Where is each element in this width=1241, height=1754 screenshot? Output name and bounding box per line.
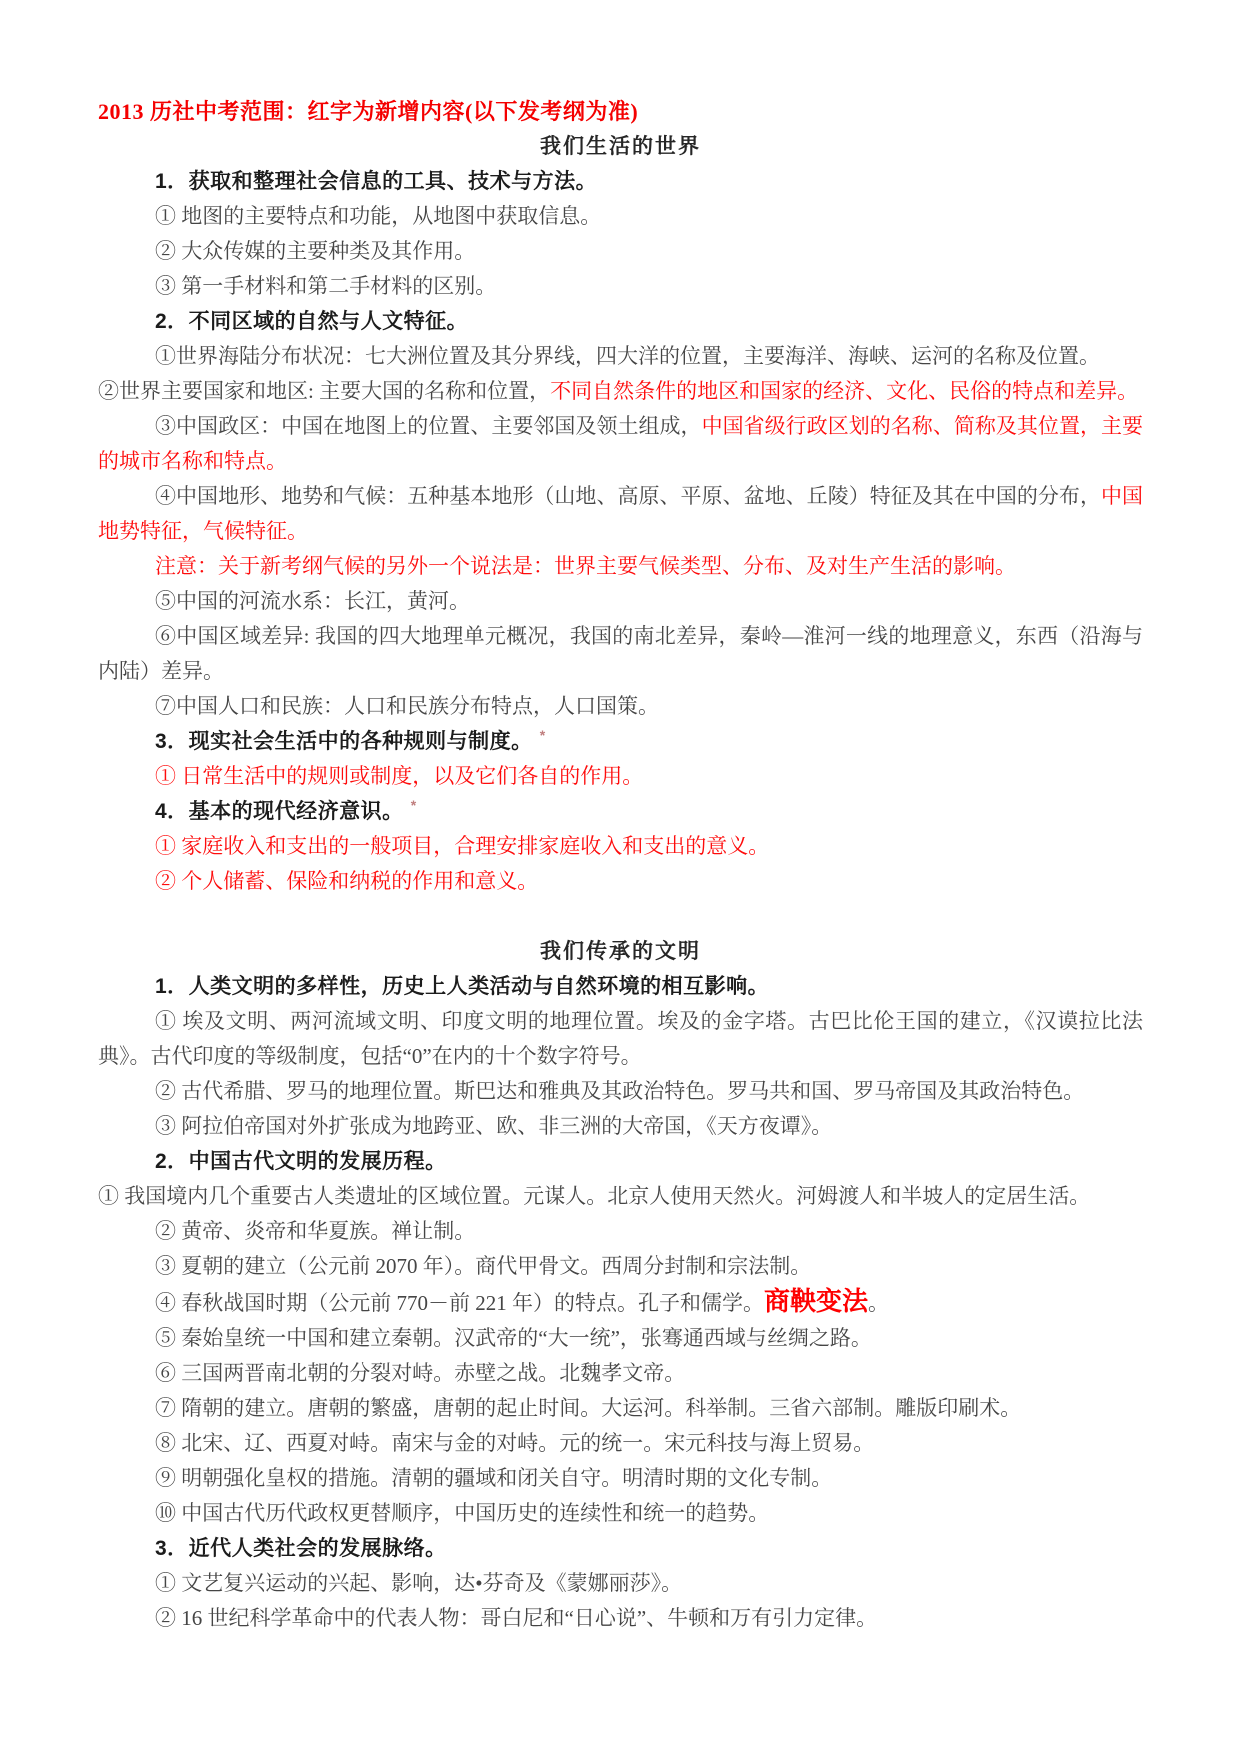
text-segment: ③ 夏朝的建立（公元前 2070 年）。商代甲骨文。西周分封制和宗法制。 xyxy=(155,1254,812,1278)
text-segment: 4．基本的现代经济意识。 xyxy=(155,800,404,823)
text-segment: ⑥ 三国两晋南北朝的分裂对峙。赤壁之战。北魏孝文帝。 xyxy=(155,1361,686,1385)
list-item xyxy=(98,1074,1143,1109)
section xyxy=(98,129,1143,899)
text-segment: ④中国地形、地势和气候：五种基本地形（山地、高原、平原、盆地、丘陵）特征及其在中国的分布， xyxy=(155,484,1101,508)
text-segment: ⑨ 明朝强化皇权的措施。清朝的疆域和闭关自守。明清时期的文化专制。 xyxy=(155,1466,833,1490)
list-item xyxy=(98,1426,1143,1461)
list-item xyxy=(98,584,1143,619)
section-heading: 我们生活的世界 xyxy=(540,134,701,158)
list-item xyxy=(98,1321,1143,1356)
list-item xyxy=(98,619,1143,689)
text-segment: ⑧ 北宋、辽、西夏对峙。南宋与金的对峙。元的统一。宋元科技与海上贸易。 xyxy=(155,1431,875,1455)
list-item xyxy=(98,864,1143,899)
text-segment: 2．不同区域的自然与人文特征。 xyxy=(155,310,469,333)
new-content-text: 不同自然条件的地区和国家的经济、文化、民俗的特点和差异。 xyxy=(550,379,1139,403)
text-segment: ② 16 世纪科学革命中的代表人物：哥白尼和“日心说”、牛顿和万有引力定律。 xyxy=(155,1606,878,1630)
list-item xyxy=(98,549,1143,584)
footnote-asterisk: * xyxy=(539,727,546,743)
document-body xyxy=(98,129,1143,1636)
list-item xyxy=(98,199,1143,234)
new-content-text: ② 个人储蓄、保险和纳税的作用和意义。 xyxy=(155,869,539,893)
new-content-text: 注意：关于新考纲气候的另外一个说法是：世界主要气候类型、分布、及对生产生活的影响。 xyxy=(155,554,1016,578)
list-heading xyxy=(98,1144,1143,1179)
text-segment: ③ 阿拉伯帝国对外扩张成为地跨亚、欧、非三洲的大帝国，《天方夜谭》。 xyxy=(155,1114,833,1138)
text-segment: ②世界主要国家和地区: 主要大国的名称和位置， xyxy=(98,379,551,403)
list-item xyxy=(98,1496,1143,1531)
text-segment: ② 大众传媒的主要种类及其作用。 xyxy=(155,239,476,263)
text-segment: ⑥中国区域差异: 我国的四大地理单元概况，我国的南北差异，秦岭—淮河一线的地理意义，东西（沿海与内陆）差异。 xyxy=(98,624,1143,683)
text-segment: 3．现实社会生活中的各种规则与制度。 xyxy=(155,730,533,753)
list-heading xyxy=(98,794,1143,829)
document-title: 2013 历社中考范围：红字为新增内容(以下发考纲为准) xyxy=(98,99,639,124)
list-item xyxy=(98,1356,1143,1391)
text-segment: 1．人类文明的多样性，历史上人类活动与自然环境的相互影响。 xyxy=(155,975,770,998)
list-item xyxy=(98,374,1143,409)
text-segment: ② 古代希腊、罗马的地理位置。斯巴达和雅典及其政治特色。罗马共和国、罗马帝国及其政治特色。 xyxy=(155,1079,1085,1103)
list-item xyxy=(98,479,1143,549)
list-item xyxy=(98,1249,1143,1284)
text-segment: ①世界海陆分布状况：七大洲位置及其分界线，四大洋的位置，主要海洋、海峡、运河的名称及位置。 xyxy=(155,344,1100,368)
list-item xyxy=(98,1004,1143,1074)
text-segment: ⑩ 中国古代历代政权更替顺序，中国历史的连续性和统一的趋势。 xyxy=(155,1501,770,1525)
section-heading: 我们传承的文明 xyxy=(540,939,701,963)
list-item xyxy=(98,1214,1143,1249)
list-item xyxy=(98,1391,1143,1426)
list-item xyxy=(98,759,1143,794)
text-segment: ⑤ 秦始皇统一中国和建立秦朝。汉武帝的“大一统”，张骞通西域与丝绸之路。 xyxy=(155,1326,872,1350)
text-segment: ③中国政区：中国在地图上的位置、主要邻国及领土组成， xyxy=(155,414,702,438)
list-item xyxy=(98,1109,1143,1144)
list-item xyxy=(98,234,1143,269)
text-segment: ⑤中国的河流水系：长江，黄河。 xyxy=(155,589,470,613)
list-heading xyxy=(98,304,1143,339)
list-item xyxy=(98,409,1143,479)
footnote-asterisk: * xyxy=(410,797,417,813)
list-item xyxy=(98,689,1143,724)
new-content-text: 商鞅变法 xyxy=(764,1286,869,1316)
list-item xyxy=(98,339,1143,374)
section xyxy=(98,934,1143,1636)
list-heading xyxy=(98,724,1143,759)
list-item xyxy=(98,1601,1143,1636)
text-segment: ① 埃及文明、两河流域文明、印度文明的地理位置。埃及的金字塔。古巴比伦王国的建立，《汉谟拉比法典》。古代印度的等级制度，包括“0”在内的十个数字符号。 xyxy=(98,1009,1143,1068)
text-segment: ① 我国境内几个重要古人类遗址的区域位置。元谋人。北京人使用天然火。河姆渡人和半坡人的定居生活。 xyxy=(98,1184,1091,1208)
text-segment: ① 文艺复兴运动的兴起、影响，达•芬奇及《蒙娜丽莎》。 xyxy=(155,1571,683,1595)
list-heading xyxy=(98,1531,1143,1566)
text-segment: ③ 第一手材料和第二手材料的区别。 xyxy=(155,274,497,298)
list-item xyxy=(98,1179,1143,1214)
new-content-text: ① 日常生活中的规则或制度，以及它们各自的作用。 xyxy=(155,764,644,788)
list-item xyxy=(98,1461,1143,1496)
list-item xyxy=(98,829,1143,864)
new-content-text: 中国省级行政区划的名称、简称及其位置，主要的城市名称和特点。 xyxy=(98,414,1144,473)
text-segment: ⑦ 隋朝的建立。唐朝的繁盛，唐朝的起止时间。大运河。科举制。三省六部制。雕版印刷术。 xyxy=(155,1396,1022,1420)
list-item xyxy=(98,1566,1143,1601)
list-heading xyxy=(98,164,1143,199)
text-segment: ⑦中国人口和民族：人口和民族分布特点，人口国策。 xyxy=(155,694,659,718)
text-segment: 。 xyxy=(868,1291,890,1315)
list-heading xyxy=(98,969,1143,1004)
text-segment: 2．中国古代文明的发展历程。 xyxy=(155,1150,447,1173)
text-segment: 1．获取和整理社会信息的工具、技术与方法。 xyxy=(155,170,598,193)
text-segment: 3．近代人类社会的发展脉络。 xyxy=(155,1537,447,1560)
text-segment: ② 黄帝、炎帝和华夏族。禅让制。 xyxy=(155,1219,476,1243)
text-segment: ④ 春秋战国时期（公元前 770－前 221 年）的特点。孔子和儒学。 xyxy=(155,1291,764,1315)
new-content-text: ① 家庭收入和支出的一般项目，合理安排家庭收入和支出的意义。 xyxy=(155,834,770,858)
new-content-text: 中国地势特征，气候特征。 xyxy=(98,484,1144,543)
text-segment: ① 地图的主要特点和功能，从地图中获取信息。 xyxy=(155,204,602,228)
list-item xyxy=(98,1284,1143,1321)
list-item xyxy=(98,269,1143,304)
